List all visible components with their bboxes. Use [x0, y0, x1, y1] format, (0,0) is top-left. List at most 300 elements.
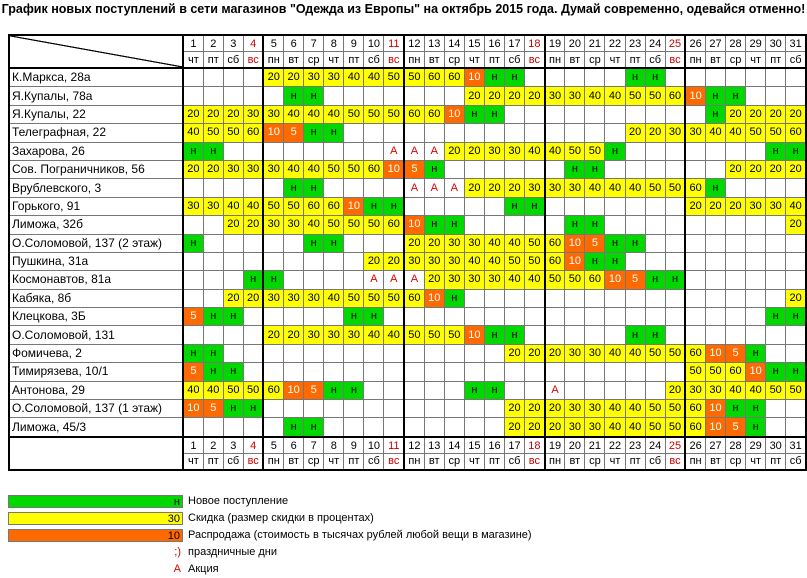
- schedule-cell: 30: [766, 197, 786, 215]
- schedule-cell: 50: [665, 418, 685, 437]
- schedule-cell: 20: [203, 105, 223, 123]
- schedule-cell: 10: [183, 400, 203, 418]
- schedule-cell: [505, 124, 525, 142]
- schedule-cell: [645, 381, 665, 399]
- schedule-cell: [263, 308, 283, 326]
- schedule-cell: 20: [505, 400, 525, 418]
- schedule-cell: 40: [545, 142, 565, 160]
- schedule-cell: [404, 344, 424, 362]
- schedule-cell: [665, 234, 685, 252]
- schedule-cell: [263, 234, 283, 252]
- schedule-cell: 20: [545, 418, 565, 437]
- schedule-cell: 40: [284, 105, 304, 123]
- schedule-cell: 40: [324, 289, 344, 307]
- schedule-cell: 40: [384, 326, 404, 344]
- day-number: 19: [545, 35, 565, 52]
- schedule-cell: 20: [464, 87, 484, 105]
- schedule-cell: н: [223, 400, 243, 418]
- day-number: 24: [645, 35, 665, 52]
- schedule-cell: 10: [705, 418, 725, 437]
- schedule-cell: 10: [746, 363, 766, 381]
- schedule-cell: [183, 68, 203, 87]
- schedule-cell: н: [424, 160, 444, 178]
- schedule-cell: 50: [404, 326, 424, 344]
- schedule-cell: 30: [324, 326, 344, 344]
- schedule-cell: н: [464, 381, 484, 399]
- weekday-label: сб: [364, 52, 384, 69]
- schedule-cell: 40: [484, 234, 504, 252]
- schedule-cell: 60: [685, 179, 705, 197]
- schedule-cell: [605, 289, 625, 307]
- schedule-cell: [183, 216, 203, 234]
- day-number: 11: [384, 437, 404, 454]
- day-number: 8: [324, 437, 344, 454]
- schedule-cell: [203, 68, 223, 87]
- schedule-cell: [344, 87, 364, 105]
- schedule-cell: [545, 363, 565, 381]
- schedule-cell: [665, 308, 685, 326]
- schedule-cell: 40: [364, 68, 384, 87]
- schedule-cell: 60: [404, 105, 424, 123]
- day-number: 9: [344, 35, 364, 52]
- store-name: Телеграфная, 22: [9, 124, 183, 142]
- schedule-cell: А: [384, 142, 404, 160]
- schedule-cell: 40: [183, 381, 203, 399]
- schedule-cell: 50: [625, 87, 645, 105]
- schedule-cell: 20: [746, 105, 766, 123]
- schedule-cell: 50: [243, 381, 263, 399]
- store-row: [9, 381, 806, 399]
- schedule-cell: н: [645, 271, 665, 289]
- schedule-cell: 30: [585, 400, 605, 418]
- day-number: 16: [484, 437, 504, 454]
- schedule-cell: [665, 216, 685, 234]
- schedule-cell: 50: [364, 289, 384, 307]
- weekday-label: вт: [565, 52, 585, 69]
- weekday-label: ср: [444, 453, 464, 470]
- schedule-cell: 40: [585, 179, 605, 197]
- schedule-cell: [585, 105, 605, 123]
- schedule-cell: 50: [786, 381, 806, 399]
- schedule-cell: [263, 363, 283, 381]
- day-number: 1: [183, 35, 203, 52]
- schedule-cell: [324, 344, 344, 362]
- schedule-cell: 40: [605, 344, 625, 362]
- schedule-cell: н: [183, 234, 203, 252]
- schedule-cell: [685, 216, 705, 234]
- weekday-label: сб: [223, 453, 243, 470]
- weekday-label: вс: [665, 52, 685, 69]
- schedule-cell: 60: [545, 252, 565, 270]
- schedule-cell: 5: [585, 234, 605, 252]
- schedule-cell: [746, 87, 766, 105]
- schedule-cell: А: [404, 271, 424, 289]
- schedule-cell: 40: [625, 344, 645, 362]
- schedule-cell: [746, 179, 766, 197]
- schedule-cell: [444, 400, 464, 418]
- schedule-cell: 60: [585, 271, 605, 289]
- schedule-cell: 20: [484, 179, 504, 197]
- schedule-cell: [605, 381, 625, 399]
- schedule-cell: [505, 363, 525, 381]
- weekday-label: пт: [625, 453, 645, 470]
- schedule-cell: [304, 363, 324, 381]
- schedule-cell: [565, 124, 585, 142]
- schedule-cell: н: [645, 68, 665, 87]
- schedule-cell: 50: [344, 160, 364, 178]
- schedule-cell: [284, 252, 304, 270]
- schedule-cell: [404, 124, 424, 142]
- day-number: 14: [444, 437, 464, 454]
- schedule-cell: [424, 87, 444, 105]
- schedule-cell: [705, 271, 725, 289]
- schedule-cell: [183, 271, 203, 289]
- schedule-cell: [545, 289, 565, 307]
- schedule-cell: 30: [263, 289, 283, 307]
- schedule-cell: 20: [243, 216, 263, 234]
- schedule-cell: [223, 326, 243, 344]
- schedule-cell: [484, 216, 504, 234]
- schedule-cell: 20: [203, 160, 223, 178]
- schedule-cell: 20: [223, 105, 243, 123]
- store-row: [9, 418, 806, 437]
- day-number: 24: [645, 437, 665, 454]
- store-row: [9, 308, 806, 326]
- schedule-cell: 30: [203, 197, 223, 215]
- day-number: 17: [505, 437, 525, 454]
- schedule-cell: 10: [464, 326, 484, 344]
- legend-swatch: А: [173, 563, 181, 575]
- schedule-cell: 20: [726, 105, 746, 123]
- day-number: 22: [605, 35, 625, 52]
- schedule-cell: 20: [726, 197, 746, 215]
- schedule-cell: 50: [766, 124, 786, 142]
- schedule-cell: [786, 418, 806, 437]
- day-number: 3: [223, 437, 243, 454]
- schedule-cell: [685, 326, 705, 344]
- schedule-cell: н: [284, 87, 304, 105]
- schedule-cell: 30: [685, 381, 705, 399]
- schedule-cell: [484, 308, 504, 326]
- store-row: [9, 87, 806, 105]
- schedule-cell: [304, 344, 324, 362]
- schedule-cell: [223, 344, 243, 362]
- schedule-cell: [484, 418, 504, 437]
- schedule-cell: н: [505, 68, 525, 87]
- weekday-label: ср: [304, 453, 324, 470]
- weekday-label: чт: [605, 52, 625, 69]
- schedule-cell: [444, 363, 464, 381]
- schedule-cell: [324, 418, 344, 437]
- day-number: 5: [263, 35, 283, 52]
- schedule-cell: 40: [585, 87, 605, 105]
- store-name: Космонавтов, 81а: [9, 271, 183, 289]
- schedule-cell: [746, 326, 766, 344]
- schedule-cell: [384, 124, 404, 142]
- schedule-cell: 50: [665, 344, 685, 362]
- schedule-cell: [203, 87, 223, 105]
- schedule-cell: [404, 87, 424, 105]
- schedule-cell: 20: [505, 344, 525, 362]
- schedule-cell: [645, 142, 665, 160]
- schedule-cell: н: [565, 216, 585, 234]
- schedule-cell: [344, 344, 364, 362]
- schedule-cell: [384, 234, 404, 252]
- schedule-cell: [505, 160, 525, 178]
- schedule-cell: 20: [766, 160, 786, 178]
- schedule-cell: [223, 68, 243, 87]
- schedule-cell: [243, 234, 263, 252]
- schedule-cell: [464, 344, 484, 362]
- weekday-label: ср: [444, 52, 464, 69]
- schedule-cell: [746, 252, 766, 270]
- schedule-cell: [304, 252, 324, 270]
- day-number: 15: [464, 437, 484, 454]
- schedule-cell: 40: [505, 271, 525, 289]
- schedule-cell: [665, 160, 685, 178]
- schedule-cell: 30: [304, 326, 324, 344]
- weekday-label: пн: [685, 453, 705, 470]
- schedule-cell: 50: [645, 400, 665, 418]
- weekday-label: сб: [645, 52, 665, 69]
- schedule-cell: 50: [665, 179, 685, 197]
- legend-text: Акция: [188, 563, 219, 575]
- schedule-cell: [585, 381, 605, 399]
- schedule-cell: [665, 289, 685, 307]
- day-number: 23: [625, 437, 645, 454]
- schedule-cell: 50: [705, 363, 725, 381]
- schedule-cell: [786, 271, 806, 289]
- schedule-cell: 30: [263, 105, 283, 123]
- schedule-cell: 60: [404, 289, 424, 307]
- weekday-label: вт: [284, 453, 304, 470]
- day-number: 29: [746, 437, 766, 454]
- store-row: [9, 400, 806, 418]
- schedule-cell: 30: [304, 289, 324, 307]
- schedule-cell: 40: [364, 326, 384, 344]
- day-number: 20: [565, 35, 585, 52]
- schedule-cell: 50: [364, 105, 384, 123]
- schedule-cell: н: [243, 400, 263, 418]
- weekday-label: пт: [344, 52, 364, 69]
- schedule-cell: [665, 105, 685, 123]
- schedule-cell: [625, 381, 645, 399]
- schedule-cell: [786, 234, 806, 252]
- schedule-cell: [766, 289, 786, 307]
- schedule-cell: н: [344, 308, 364, 326]
- schedule-cell: [505, 105, 525, 123]
- schedule-cell: [203, 418, 223, 437]
- schedule-cell: 20: [384, 252, 404, 270]
- schedule-cell: [625, 142, 645, 160]
- schedule-cell: н: [344, 381, 364, 399]
- schedule-cell: [243, 142, 263, 160]
- schedule-cell: [444, 197, 464, 215]
- schedule-cell: [444, 308, 464, 326]
- schedule-cell: [223, 252, 243, 270]
- schedule-cell: [223, 142, 243, 160]
- schedule-cell: [545, 326, 565, 344]
- store-row: [9, 363, 806, 381]
- schedule-cell: 50: [585, 142, 605, 160]
- weekday-label: ср: [585, 453, 605, 470]
- store-row: [9, 289, 806, 307]
- schedule-cell: н: [304, 418, 324, 437]
- schedule-cell: н: [284, 179, 304, 197]
- schedule-cell: 20: [786, 216, 806, 234]
- schedule-cell: [464, 418, 484, 437]
- schedule-cell: 30: [304, 68, 324, 87]
- schedule-cell: 20: [685, 197, 705, 215]
- schedule-cell: 20: [665, 381, 685, 399]
- weekday-label: чт: [464, 453, 484, 470]
- weekday-label: сб: [645, 453, 665, 470]
- schedule-cell: н: [444, 289, 464, 307]
- schedule-cell: [484, 197, 504, 215]
- schedule-cell: 20: [464, 179, 484, 197]
- schedule-cell: 20: [263, 326, 283, 344]
- weekday-label: вс: [384, 453, 404, 470]
- weekday-label: вт: [565, 453, 585, 470]
- schedule-cell: [183, 418, 203, 437]
- schedule-cell: н: [444, 216, 464, 234]
- store-name: Я.Купалы, 78а: [9, 87, 183, 105]
- schedule-cell: [645, 105, 665, 123]
- schedule-cell: 50: [665, 400, 685, 418]
- schedule-cell: 30: [284, 289, 304, 307]
- schedule-cell: [705, 142, 725, 160]
- schedule-cell: н: [766, 142, 786, 160]
- schedule-cell: [424, 344, 444, 362]
- schedule-cell: 40: [605, 87, 625, 105]
- schedule-cell: [243, 363, 263, 381]
- schedule-cell: 40: [625, 418, 645, 437]
- weekday-label: пн: [545, 52, 565, 69]
- day-number: 11: [384, 35, 404, 52]
- schedule-cell: 5: [183, 363, 203, 381]
- schedule-cell: [344, 234, 364, 252]
- schedule-cell: 30: [243, 160, 263, 178]
- schedule-cell: 60: [665, 87, 685, 105]
- schedule-cell: [786, 344, 806, 362]
- schedule-cell: [344, 400, 364, 418]
- schedule-cell: [766, 179, 786, 197]
- schedule-cell: [404, 381, 424, 399]
- schedule-cell: 40: [505, 234, 525, 252]
- weekday-label: сб: [505, 52, 525, 69]
- schedule-cell: 50: [525, 252, 545, 270]
- schedule-cell: [384, 418, 404, 437]
- legend-text: праздничные дни: [188, 546, 278, 558]
- day-number: 14: [444, 35, 464, 52]
- day-number: 30: [766, 437, 786, 454]
- weekday-label: чт: [746, 453, 766, 470]
- schedule-cell: [645, 289, 665, 307]
- schedule-cell: 50: [384, 68, 404, 87]
- schedule-cell: [545, 160, 565, 178]
- schedule-cell: 5: [726, 418, 746, 437]
- schedule-cell: [263, 142, 283, 160]
- weekday-label: пт: [625, 52, 645, 69]
- schedule-cell: 40: [746, 381, 766, 399]
- schedule-cell: 60: [545, 234, 565, 252]
- schedule-cell: [243, 87, 263, 105]
- weekday-label: вт: [705, 52, 725, 69]
- schedule-cell: [605, 308, 625, 326]
- schedule-cell: [685, 252, 705, 270]
- schedule-cell: 40: [243, 197, 263, 215]
- store-name: Горького, 91: [9, 197, 183, 215]
- store-row: [9, 216, 806, 234]
- schedule-cell: [484, 400, 504, 418]
- schedule-cell: 20: [525, 344, 545, 362]
- schedule-cell: [484, 289, 504, 307]
- schedule-cell: [223, 234, 243, 252]
- schedule-cell: 40: [605, 179, 625, 197]
- schedule-cell: [746, 289, 766, 307]
- weekday-label: ср: [585, 52, 605, 69]
- schedule-cell: н: [625, 68, 645, 87]
- store-row: [9, 160, 806, 178]
- schedule-cell: н: [705, 179, 725, 197]
- schedule-cell: [766, 400, 786, 418]
- schedule-cell: [243, 344, 263, 362]
- schedule-cell: [525, 308, 545, 326]
- schedule-cell: 60: [786, 124, 806, 142]
- schedule-cell: 40: [705, 124, 725, 142]
- schedule-cell: [364, 418, 384, 437]
- weekday-label: чт: [183, 52, 203, 69]
- schedule-cell: 40: [786, 197, 806, 215]
- schedule-cell: [263, 344, 283, 362]
- schedule-cell: [625, 105, 645, 123]
- schedule-cell: 20: [424, 271, 444, 289]
- schedule-cell: [304, 271, 324, 289]
- schedule-cell: 30: [505, 142, 525, 160]
- day-number: 7: [304, 35, 324, 52]
- schedule-cell: 30: [705, 381, 725, 399]
- schedule-cell: 40: [525, 271, 545, 289]
- day-number: 1: [183, 437, 203, 454]
- schedule-cell: [203, 271, 223, 289]
- schedule-cell: 5: [183, 308, 203, 326]
- schedule-cell: н: [183, 344, 203, 362]
- schedule-cell: [605, 363, 625, 381]
- legend-text: Скидка (размер скидки в процентах): [188, 512, 374, 524]
- schedule-cell: [344, 418, 364, 437]
- store-name: Лиможа, 45/3: [9, 418, 183, 437]
- weekday-label: пн: [685, 52, 705, 69]
- schedule-cell: 30: [585, 344, 605, 362]
- schedule-cell: [605, 124, 625, 142]
- schedule-cell: [746, 308, 766, 326]
- schedule-cell: [766, 68, 786, 87]
- schedule-cell: [344, 124, 364, 142]
- schedule-cell: [243, 418, 263, 437]
- schedule-cell: [525, 363, 545, 381]
- store-row: [9, 124, 806, 142]
- schedule-cell: [344, 252, 364, 270]
- schedule-cell: 30: [565, 344, 585, 362]
- store-row: [9, 344, 806, 362]
- schedule-cell: [625, 289, 645, 307]
- schedule-cell: н: [183, 142, 203, 160]
- schedule-cell: [585, 308, 605, 326]
- schedule-cell: [665, 326, 685, 344]
- schedule-cell: н: [304, 234, 324, 252]
- schedule-cell: [243, 179, 263, 197]
- schedule-cell: 30: [484, 142, 504, 160]
